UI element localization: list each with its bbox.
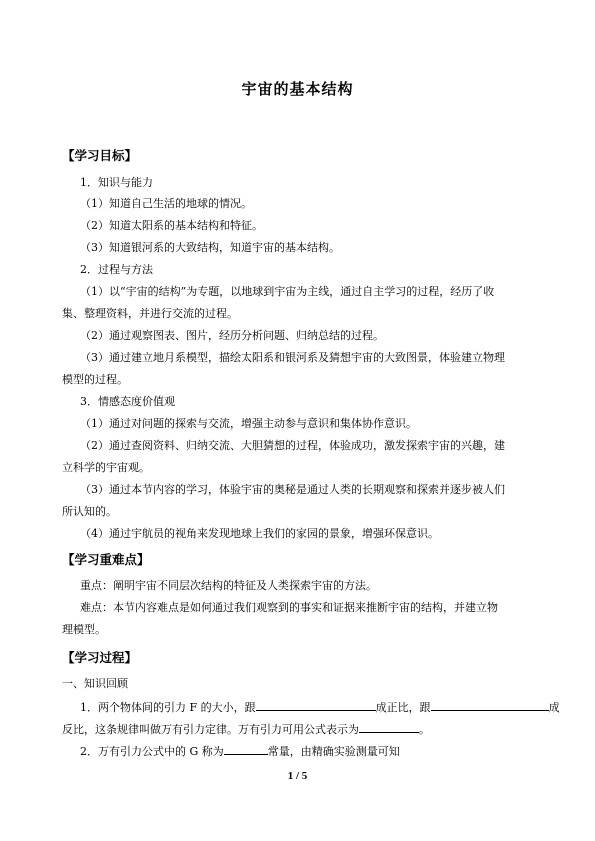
goal-attitude-2b: 立科学的宇宙观。 xyxy=(62,461,150,474)
q1-text-3: 成 xyxy=(548,701,560,714)
goal-method-1b: 集、整理资料，并进行交流的过程。 xyxy=(62,307,238,320)
goal-knowledge-2: （2）知道太阳系的基本结构和特征。 xyxy=(80,219,263,232)
goal-attitude: 3．情感态度价值观 xyxy=(80,395,175,408)
question-1-line-1 xyxy=(80,699,560,715)
question-1-line-2 xyxy=(62,721,430,737)
section-heading-goals: 【学习目标】 xyxy=(62,148,138,163)
goal-method-3a: （3）通过建立地月系模型，描绘太阳系和银河系及猜想宇宙的大致图景，体验建立物理 xyxy=(80,351,505,364)
goal-method-2: （2）通过观察图表、图片，经历分析问题、归纳总结的过程。 xyxy=(80,329,384,342)
q1-text-5: 。 xyxy=(419,723,430,736)
goal-attitude-2a: （2）通过查阅资料、归纳交流、大胆猜想的过程，体验成功，激发探索宇宙的兴趣，建 xyxy=(80,439,505,452)
q1-blank-2[interactable] xyxy=(431,699,549,711)
q2-text-2: 常量，由精确实验测量可知 xyxy=(267,745,400,758)
goal-attitude-3a: （3）通过本节内容的学习，体验宇宙的奥秘是通过人类的长期观察和探索并逐步被人们 xyxy=(80,483,505,496)
q1-text-1: 1．两个物体间的引力 F 的大小，跟 xyxy=(80,701,256,714)
q2-text-1: 2．万有引力公式中的 G 称为 xyxy=(80,745,224,758)
question-2-line-1 xyxy=(80,743,400,759)
q1-blank-1[interactable] xyxy=(256,699,376,711)
goal-method-1a: （1）以“宇宙的结构”为专题，以地球到宇宙为主线，通过自主学习的过程，经历了收 xyxy=(80,285,495,298)
q1-text-2: 成正比，跟 xyxy=(375,701,431,714)
q2-blank-1[interactable] xyxy=(224,743,268,755)
goal-method-3b: 模型的过程。 xyxy=(62,373,128,386)
q1-blank-3[interactable] xyxy=(359,721,419,733)
goal-knowledge: 1．知识与能力 xyxy=(80,176,153,189)
goal-method: 2．过程与方法 xyxy=(80,263,153,276)
page-title: 宇宙的基本结构 xyxy=(241,80,354,98)
goal-knowledge-1: （1）知道自己生活的地球的情况。 xyxy=(80,197,252,210)
q1-text-4: 反比，这条规律叫做万有引力定律。万有引力可用公式表示为 xyxy=(62,723,359,736)
goal-attitude-3b: 所认知的。 xyxy=(62,505,117,518)
key-point-difficulty-a: 难点：本节内容难点是如何通过我们观察到的事实和证据来推断宇宙的结构，并建立物 xyxy=(80,601,498,614)
section-heading-key-points: 【学习重难点】 xyxy=(62,552,150,567)
goal-attitude-1: （1）通过对问题的探索与交流，增强主动参与意识和集体协作意识。 xyxy=(80,417,417,430)
goal-knowledge-3: （3）知道银河系的大致结构，知道宇宙的基本结构。 xyxy=(80,241,340,254)
key-point-difficulty-b: 理模型。 xyxy=(62,623,106,636)
process-review-heading: 一、知识回顾 xyxy=(62,677,128,690)
key-point-focus: 重点：阐明宇宙不同层次结构的特征及人类探索宇宙的方法。 xyxy=(80,579,377,592)
page-number: 1 / 5 xyxy=(287,770,308,782)
section-heading-process: 【学习过程】 xyxy=(62,650,138,665)
goal-attitude-4: （4）通过宇航员的视角来发现地球上我们的家园的景象，增强环保意识。 xyxy=(80,527,439,540)
